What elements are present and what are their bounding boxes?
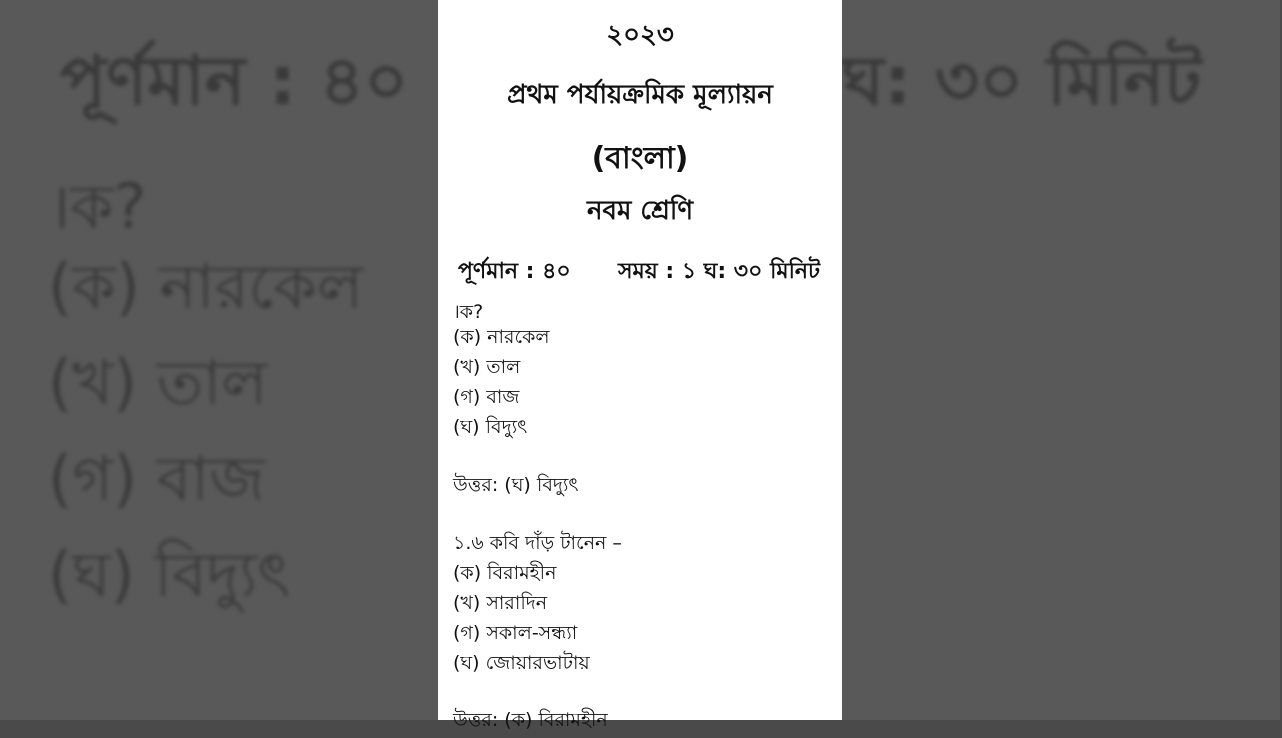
exam-time: সময় : ১ ঘ: ৩০ মিনিট: [618, 259, 820, 284]
q2-answer: উত্তর: (ক) বিরামহীন: [453, 709, 608, 731]
q2-option-c: (গ) সকাল-সন্ধ্যা: [453, 622, 578, 644]
full-marks: পূর্ণমান : ৪০: [458, 259, 571, 284]
q1-option-b: (খ) তাল: [453, 356, 521, 378]
exam-year: ২০২৩: [606, 20, 674, 50]
q2-option-b: (খ) সারাদিন: [453, 592, 548, 614]
q1-option-c: (গ) বাজ: [453, 386, 520, 408]
class-title: নবম শ্রেণি: [586, 196, 694, 226]
q1-option-a: (ক) নারকেল: [453, 326, 550, 348]
q2-option-a: (ক) বিরামহীন: [453, 562, 557, 584]
q1-option-d: (ঘ) বিদ্যুৎ: [453, 416, 528, 438]
subject-title: (বাংলা): [591, 141, 689, 176]
q2-question: ১.৬ কবি দাঁড় টানেন –: [453, 532, 622, 554]
q1-answer: উত্তর: (ঘ) বিদ্যুৎ: [453, 474, 579, 496]
q2-option-d: (ঘ) জোয়ারভাটায়: [453, 652, 590, 674]
partial-question-line: ।ক?: [453, 301, 484, 323]
exam-title: প্রথম পর্যায়ক্রমিক মূল্যায়ন: [507, 80, 773, 110]
question-paper: [438, 0, 842, 731]
